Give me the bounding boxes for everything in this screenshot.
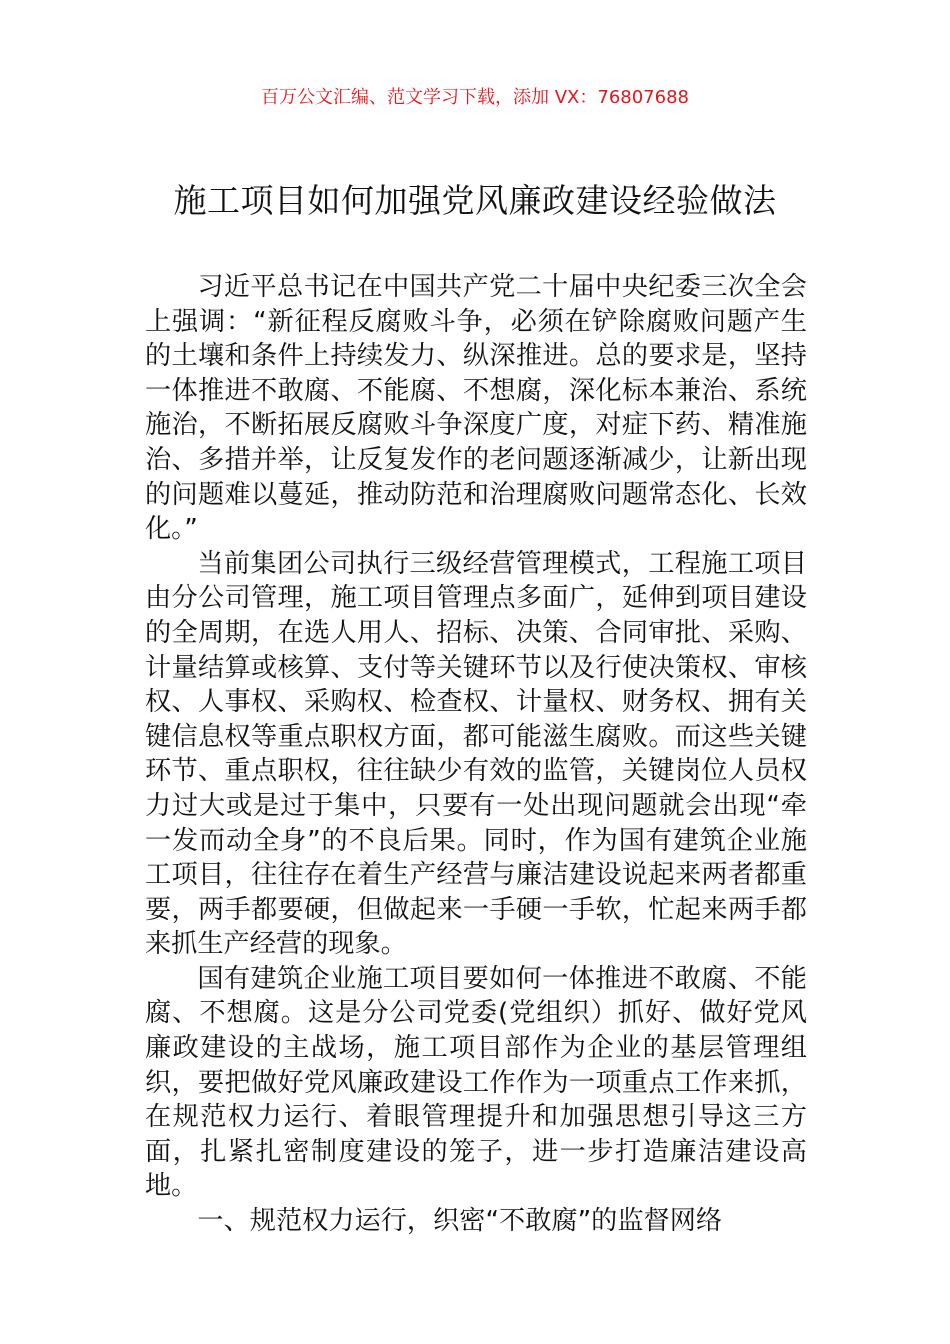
paragraph-3: 国有建筑企业施工项目要如何一体推进不敢腐、不能腐、不想腐。这是分公司党委(党组织）抓好、做好党风廉政建设的主战场，施工项目部作为企业的基层管理组织，要把做好党风廉政建设工作作为一项重点工作来抓，在规范权力运行、着眼管理提升和加强思想引导这三方面，扎紧扎密制度建设的笼子，进一步打造廉洁建设高地。	[145, 963, 807, 1202]
document-body	[145, 270, 807, 1239]
paragraph-2: 当前集团公司执行三级经营管理模式，工程施工项目由分公司管理，施工项目管理点多面广，延伸到项目建设的全周期，在选人用人、招标、决策、合同审批、采购、计量结算或核算、支付等关键环节以及行使决策权、审核权、人事权、采购权、检查权、计量权、财务权、拥有关键信息权等重点职权方面，都可能滋生腐败。而这些关键环节、重点职权，往往缺少有效的监管，关键岗位人员权力过大或是过于集中，只要有一处出现问题就会出现“牵一发而动全身”的不良后果。同时，作为国有建筑企业施工项目，往往存在着生产经营与廉洁建设说起来两者都重要，两手都要硬，但做起来一手硬一手软，忙起来两手都来抓生产经营的现象。	[145, 548, 807, 960]
paragraph-1: 习近平总书记在中国共产党二十届中央纪委三次全会上强调：“新征程反腐败斗争，必须在铲除腐败问题产生的土壤和条件上持续发力、纵深推进。总的要求是，坚持一体推进不敢腐、不能腐、不想腐，深化标本兼治、系统施治，不断拓展反腐败斗争深度广度，对症下药、精准施治、多措并举，让反复发作的老问题逐渐减少，让新出现的问题难以蔓延，推动防范和治理腐败问题常态化、长效化。”	[145, 272, 807, 545]
section-heading-1: 一、规范权力运行，织密“不敢腐”的监督网络	[197, 1206, 723, 1237]
header-banner: 百万公文汇编、范文学习下载，添加 VX：76807688	[261, 87, 689, 108]
document-title: 施工项目如何加强党风廉政建设经验做法	[173, 181, 777, 220]
